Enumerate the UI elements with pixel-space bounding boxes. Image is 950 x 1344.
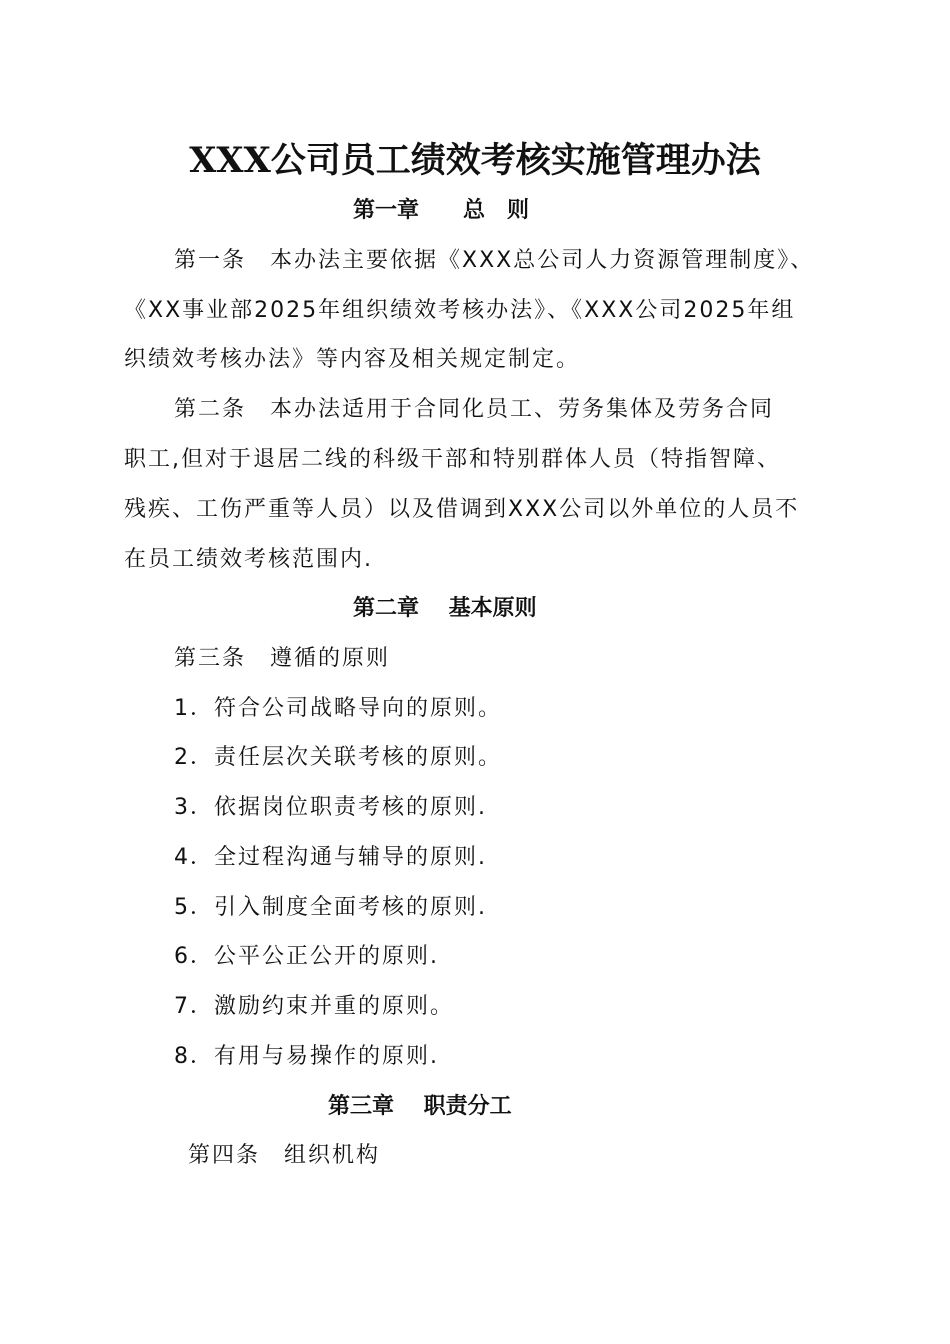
principle-item: 4．全过程沟通与辅导的原则. xyxy=(174,845,487,870)
article-2-line-2: 职工,但对于退居二线的科级干部和特别群体人员（特指智障、 xyxy=(124,447,781,472)
article-1-line-3: 织绩效考核办法》等内容及相关规定制定。 xyxy=(124,347,581,372)
article-3-heading: 第三条 遵循的原则 xyxy=(174,646,391,671)
chapter-3-heading: 第三章 职责分工 xyxy=(328,1094,512,1119)
article-2-line-3: 残疾、工伤严重等人员）以及借调到XXX公司以外单位的人员不 xyxy=(124,497,800,522)
chapter-2-heading: 第二章 基本原则 xyxy=(353,596,537,621)
principle-item: 5．引入制度全面考核的原则. xyxy=(174,895,487,920)
article-2-line-1: 第二条 本办法适用于合同化员工、劳务集体及劳务合同 xyxy=(174,397,775,422)
principle-item: 8．有用与易操作的原则. xyxy=(174,1044,439,1069)
article-1-line-2: 《XX事业部2025年组织绩效考核办法》、《XXX公司2025年组 xyxy=(124,298,796,323)
article-1-line-1: 第一条 本办法主要依据《XXX总公司人力资源管理制度》、 xyxy=(174,248,815,273)
chapter-1-heading: 第一章 总 则 xyxy=(353,198,530,223)
principle-item: 6．公平公正公开的原则. xyxy=(174,944,439,969)
principle-item: 7．激励约束并重的原则。 xyxy=(174,994,454,1019)
article-4-heading: 第四条 组织机构 xyxy=(188,1143,381,1168)
principle-item: 1．符合公司战略导向的原则。 xyxy=(174,696,502,721)
principle-item: 2．责任层次关联考核的原则。 xyxy=(174,745,502,770)
document-title: XXX公司员工绩效考核实施管理办法 xyxy=(189,140,761,181)
article-2-line-4: 在员工绩效考核范围内. xyxy=(124,547,373,572)
principle-item: 3．依据岗位职责考核的原则. xyxy=(174,795,487,820)
